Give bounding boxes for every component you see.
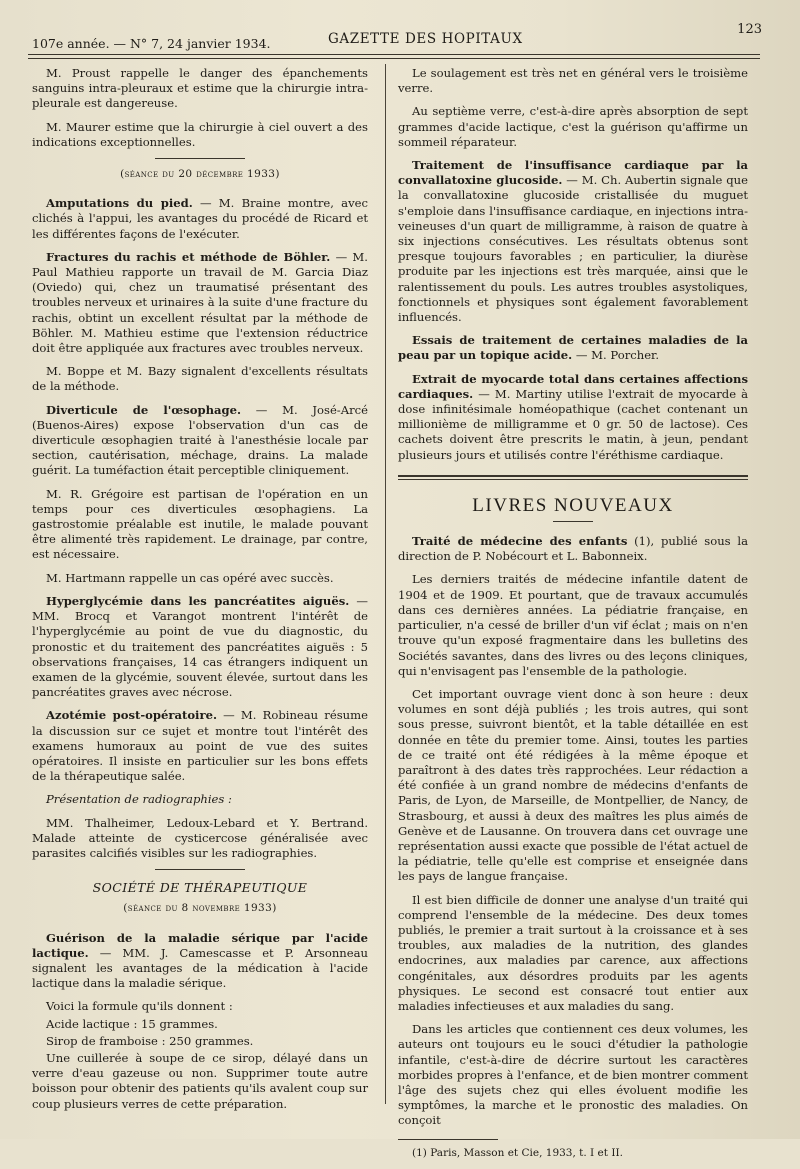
article-title: Fractures du rachis et méthode de Böhler. <box>46 249 331 264</box>
article-body: — M. Martiny utilise l'extrait de myocarde à dose infinitésimale homéopathique (cachet contenant un millionième de milligramme et 0 gr. 50 de lactose). Ces cachets doivent être prescrits le matin, à jeun, pendant plusieurs jours et utilisés contre l'éréthisme cardiaque. <box>398 386 748 462</box>
paragraph-boppe: M. Boppe et M. Bazy signalent d'excellents résultats de la méthode. <box>32 364 368 394</box>
section-separator <box>155 158 245 159</box>
section-rule <box>398 475 748 477</box>
article-title: Diverticule de l'œsophage. <box>46 402 242 417</box>
article-diverticule <box>32 403 368 479</box>
formula-intro: Voici la formule qu'ils donnent : <box>46 999 233 1014</box>
article-amputations <box>32 196 368 242</box>
paragraph-hartmann: M. Hartmann rappelle un cas opéré avec succès. <box>46 570 334 585</box>
article-essais <box>398 333 748 363</box>
formula-line: Acide lactique : 15 grammes. <box>46 1016 218 1031</box>
journal-title: GAZETTE DES HOPITAUX <box>328 31 523 47</box>
right-column <box>398 66 748 1169</box>
paragraph-gregoire: M. R. Grégoire est partisan de l'opération en un temps pour ces diverticules œsophagiens. La gastrostomie préalable est inutile, le malade pouvant être alimenté très rapidement. Le drainage, par contre, est nécessaire. <box>32 486 368 562</box>
article-body: — M. Paul Mathieu rapporte un travail de M. Garcia Diaz (Oviedo) qui, chez un traumatisé présentant des troubles nerveux et urinaires à la suite d'une fracture du rachis, obtint un excellent résultat par la méthode de Böhler. M. Mathieu estime que l'extension réductrice doit être appliquée aux fractures avec troubles nerveux. <box>32 249 368 356</box>
article-title: Traitement de l'insuffisance cardiaque par la convallatoxine glucoside. <box>398 158 748 188</box>
paragraph-derniers: Les derniers traités de médecine infantile datent de 1904 et de 1909. Et pourtant, que de travaux accumulés dans ces dernières années. La pédiatrie française, en particulier, n'a cessé de briller d'un vif éclat ; mais on n'en trouve qu'un exposé fragmentaire dans les bulletins des Sociétés savantes, dans des livres ou des leçons cliniques, qui n'envisagent pas l'ensemble de la pathologie. <box>398 572 748 678</box>
left-column <box>32 66 368 1120</box>
article-extrait <box>398 372 748 463</box>
header-rule-thin <box>28 58 760 59</box>
paragraph-maurer: M. Maurer estime que la chirurgie à ciel ouvert a des indications exceptionnelles. <box>32 119 368 149</box>
session-date: (séance du 8 novembre 1933) <box>123 902 277 915</box>
book-credit: (1), publié sous la direction de P. Nobécourt et L. Babonneix. <box>398 534 748 564</box>
header-rule <box>28 54 760 55</box>
article-body: — MM. J. Camescasse et P. Arsonneau signalent les avantages de la médication à l'acide lactique dans la maladie sérique. <box>32 945 368 991</box>
article-title: Amputations du pied. <box>46 196 193 211</box>
paragraph-articles: Dans les articles que contiennent ces deux volumes, les auteurs ont toujours eu le souci d'étudier la pathologie infantile, c'est-à-dire de décrire surtout les caractères morbides propres à l'enfance, et de bien montrer comment l'âge des sujets chez qui elles évoluent modifie les symptômes, la marche et le pronostic des maladies. On conçoit <box>398 1022 748 1128</box>
article-body: — M. José-Arcé (Buenos-Aires) expose l'observation d'un cas de diverticule œsophagien traité à l'anesthésie locale par section, cautérisation, méchage, drains. La malade guérit. La tuméfaction était perceptible cliniquement. <box>32 402 368 478</box>
book-entry <box>398 534 748 564</box>
paragraph-difficile: Il est bien difficile de donner une analyse d'un traité qui comprend l'ensemble de la médecine. Des deux tomes publiés, le premier a trait surtout à la croissance et à ses troubles, aux maladies de la nutrition, des glandes endocrines, aux maladies par carence, aux affections congénitales, aux désordres produits par les agents physiques. Le second est consacré tout entier aux maladies infectieuses et aux maladies du sang. <box>398 892 748 1013</box>
article-azotemie <box>32 708 368 784</box>
paragraph-thalheimer: MM. Thalheimer, Ledoux-Lebard et Y. Bertrand. Malade atteinte de cysticercose généralisée avec parasites calcifiés visibles sur les radiographies. <box>32 815 368 860</box>
paragraph-proust: M. Proust rappelle le danger des épanchements sanguins intra-pleuraux et estime que la chirurgie intra-pleurale est dangereuse. <box>32 66 368 111</box>
article-hyperglycemie <box>32 594 368 700</box>
article-body: — M. Braine montre, avec clichés à l'appui, les avantages du procédé de Ricard et les différentes façons de l'exécuter. <box>32 196 368 241</box>
article-body: — M. Porcher. <box>572 348 660 363</box>
heading-separator <box>553 521 593 522</box>
section-separator <box>155 869 245 870</box>
session-date: (séance du 20 décembre 1933) <box>120 168 280 181</box>
article-fractures <box>32 250 368 356</box>
page-number: 123 <box>737 22 762 37</box>
article-guerison <box>32 931 368 992</box>
page-header <box>28 22 762 58</box>
article-body: — MM. Brocq et Varangot montrent l'intérêt de l'hyperglycémie au point de vue du diagnostic, du pronostic et du traitement des pancréatites aiguës : 5 observations françaises, 14 cas étrangers indiquent un examen de la glycémie, souvent élevée, surtout dans les pancréatites graves avec nécrose. <box>32 593 368 700</box>
book-title: Traité de médecine des enfants <box>412 534 628 549</box>
paragraph-septieme: Au septième verre, c'est-à-dire après absorption de sept grammes d'acide lactique, c'est la guérison qu'affirme un sommeil réparateur. <box>398 104 748 149</box>
presentation-heading: Présentation de radiographies : <box>46 792 232 807</box>
section-rule-thin <box>398 479 748 480</box>
article-title: Extrait de myocarde total dans certaines affections cardiaques. <box>398 371 748 401</box>
article-convallatoxine <box>398 158 748 325</box>
society-title: SOCIÉTÉ DE THÉRAPEUTIQUE <box>92 880 308 896</box>
paragraph-cuilleree: Une cuillerée à soupe de ce sirop, délayé dans un verre d'eau gazeuse ou non. Supprimer toute autre boisson pour obtenir des patients qu'ils avalent coup sur coup plusieurs verres de cette préparation. <box>32 1050 368 1111</box>
section-heading-livres: LIVRES NOUVEAUX <box>472 494 674 516</box>
article-title: Azotémie post-opératoire. <box>46 708 217 723</box>
formula-line: Sirop de framboise : 250 grammes. <box>46 1033 254 1048</box>
article-body: — M. Ch. Aubertin signale que la convallatoxine glucoside cristallisée du muguet s'emploie dans l'insuffisance cardiaque, en injections intra-veineuses d'un quart de milligramme, à raison de quatre à six injections consécutives. Les résultats obtenus sont presque toujours favorables ; en particulier, la diurèse produite par les injections est très marquée, ainsi que le ralentissement du pouls. Les autres troubles asystoliques, fonctionnels et physiques sont également favorablement influencés. <box>398 173 748 325</box>
column-divider <box>385 64 386 1104</box>
paragraph-soulagement: Le soulagement est très net en général vers le troisième verre. <box>398 66 748 96</box>
article-title: Guérison de la maladie sérique par l'acide lactique. <box>32 930 368 960</box>
footnote: (1) Paris, Masson et Cie, 1933, t. I et II. <box>412 1146 623 1159</box>
article-title: Essais de traitement de certaines maladies de la peau par un topique acide. <box>398 333 748 363</box>
issue-info: 107e année. — N° 7, 24 janvier 1934. <box>32 36 271 51</box>
paragraph-important: Cet important ouvrage vient donc à son heure : deux volumes en sont déjà publiés ; les trois autres, qui sont sous presse, suivront bientôt, et la table détaillée en est donnée en tête du premier tome. Ainsi, toutes les parties de ce traité ont été rédigées à la même époque et paraîtront à des dates très rapprochées. Leur rédaction a été confiée à un grand nombre de médecins d'enfants de Paris, de Lyon, de Marseille, de Montpellier, de Nancy, de Strasbourg, et aussi à deux des maîtres les plus aimés de Genève et de Lausanne. On trouvera dans cet ouvrage une représentation aussi exacte que possible de l'état actuel de la pédiatrie, telle qu'elle est comprise et enseignée dans les pays de langue française. <box>398 686 748 884</box>
article-body: — M. Robineau résume la discussion sur ce sujet et montre tout l'intérêt des examens humoraux au point de vue des suites opératoires. Il insiste en particulier sur les bons effets de la thérapeutique salée. <box>32 708 368 784</box>
article-title: Hyperglycémie dans les pancréatites aiguës. <box>46 593 350 608</box>
